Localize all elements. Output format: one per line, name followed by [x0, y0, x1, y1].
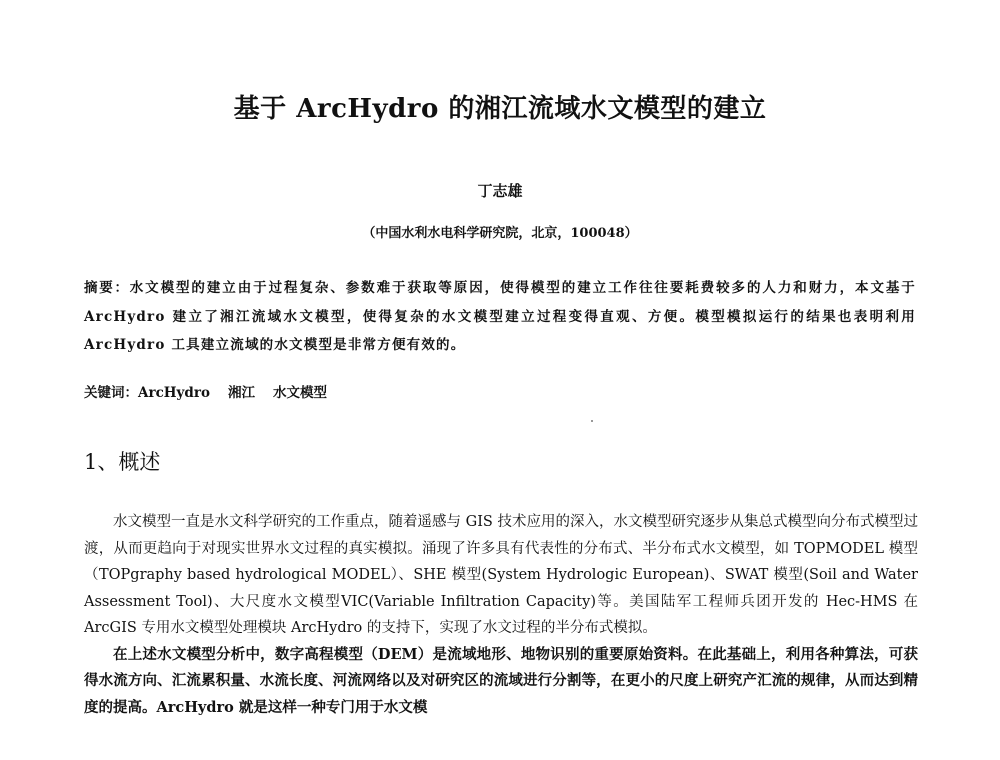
abstract-text: 水文模型的建立由于过程复杂、参数难于获取等原因，使得模型的建立工作往往要耗费较多的人力和财力，本文基于 ArcHydro 建立了湘江流域水文模型，使得复杂的水文模型建立过程变得直观、方便。模型模拟运行的结果也表明利用 ArcHydro 工具建立流域的水文模型是非常方便有效的。: [84, 280, 917, 353]
scan-speck: [591, 420, 593, 422]
section-heading: 1、概述: [84, 450, 161, 474]
author-affiliation: （中国水利水电科学研究院，北京，100048）: [362, 226, 638, 241]
author-name: 丁志雄: [477, 182, 523, 200]
keyword-item: 湘江: [227, 385, 255, 401]
keywords-label: 关键词：: [84, 385, 138, 401]
abstract: [84, 274, 916, 360]
section-body: [84, 509, 918, 721]
body-paragraph: 在上述水文模型分析中，数字高程模型（DEM）是流域地形、地物识别的重要原始资料。在此基础上，利用各种算法，可获得水流方向、汇流累积量、水流长度、河流网络以及对研究区的流域进行分割等，在更小的尺度上研究产汇流的规律，从而达到精度的提高。ArcHydro 就是这样一种专门用于水文模: [84, 645, 918, 716]
keyword-item: ArcHydro: [138, 385, 210, 401]
abstract-label: 摘要：: [84, 280, 130, 296]
keywords: [84, 381, 916, 405]
keyword-item: 水文模型: [272, 385, 327, 401]
body-paragraph: 水文模型一直是水文科学研究的工作重点，随着遥感与 GIS 技术应用的深入，水文模型研究逐步从集总式模型向分布式模型过渡，从而更趋向于对现实世界水文过程的真实模拟。涌现了许多具有代表性的分布式、半分布式水文模型，如 TOPMODEL 模型（TOPgraphy based hydrological MODEL）、SHE 模型(System Hydrologic European)、SWAT 模型(Soil and Water Assessment Tool)、大尺度水文模型VIC(Variable Infiltration Capacity)等。美国陆军工程师兵团开发的 Hec-HMS 在 ArcGIS 专用水文模型处理模块 ArcHydro 的支持下，实现了水文过程的半分布式模拟。: [84, 514, 918, 636]
paper-title: 基于 ArcHydro 的湘江流域水文模型的建立: [233, 94, 767, 124]
